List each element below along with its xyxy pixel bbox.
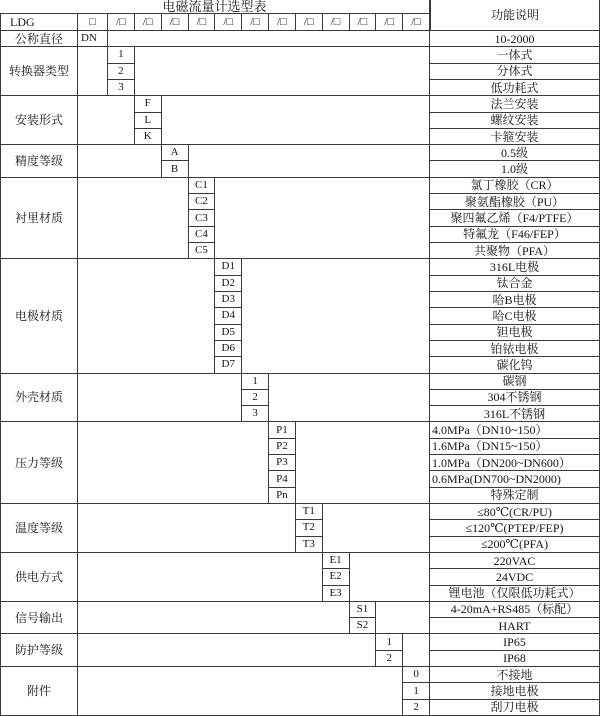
option-desc: 氯丁橡胶（CR） bbox=[430, 178, 600, 194]
spacer-cell bbox=[78, 422, 269, 504]
option-desc: 特氟龙（F46/FEP） bbox=[430, 227, 600, 243]
spacer-cell bbox=[78, 96, 135, 145]
option-desc: 304不锈钢 bbox=[430, 390, 600, 406]
spacer-cell bbox=[78, 602, 350, 635]
option-code: K bbox=[135, 129, 162, 145]
option-code: D7 bbox=[215, 357, 242, 373]
dn-label: 公称直径 bbox=[0, 31, 78, 47]
option-desc: ≤120℃(PTEP/FEP) bbox=[430, 520, 600, 536]
option-desc: 卡箍安装 bbox=[430, 129, 600, 145]
option-desc: 316L电极 bbox=[430, 259, 600, 275]
category-label: 信号输出 bbox=[0, 602, 78, 635]
option-code: 2 bbox=[108, 64, 135, 80]
option-code: 1 bbox=[108, 47, 135, 63]
spacer-cell bbox=[135, 47, 430, 96]
option-desc: 接地电极 bbox=[430, 683, 600, 699]
option-code: D3 bbox=[215, 292, 242, 308]
model-slash-box: /□ bbox=[296, 14, 323, 31]
option-code: 1 bbox=[403, 683, 430, 699]
option-desc: 哈B电极 bbox=[430, 292, 600, 308]
option-desc: 螺纹安装 bbox=[430, 113, 600, 129]
option-code: T2 bbox=[296, 520, 323, 536]
model-slash-box: /□ bbox=[135, 14, 162, 31]
spacer-cell bbox=[108, 31, 430, 47]
option-code: L bbox=[135, 113, 162, 129]
model-slash-box: /□ bbox=[350, 14, 377, 31]
spacer-cell bbox=[78, 504, 296, 553]
option-code: B bbox=[162, 161, 189, 177]
option-desc: 哈C电极 bbox=[430, 308, 600, 324]
option-desc: 4-20mA+RS485（标配） bbox=[430, 602, 600, 618]
option-code: A bbox=[162, 145, 189, 161]
spacer-cell bbox=[78, 374, 242, 423]
option-desc: 钛合金 bbox=[430, 276, 600, 292]
model-code-box: □ bbox=[78, 14, 108, 31]
spacer-cell bbox=[162, 96, 430, 145]
option-desc: 分体式 bbox=[430, 64, 600, 80]
option-code: T1 bbox=[296, 504, 323, 520]
option-desc: 1.0级 bbox=[430, 161, 600, 177]
option-code: F bbox=[135, 96, 162, 112]
spacer-cell bbox=[78, 553, 323, 602]
spacer-cell bbox=[78, 634, 376, 667]
table-title: 电磁流量计选型表 bbox=[0, 0, 430, 14]
spacer-cell bbox=[269, 374, 430, 423]
option-code: P4 bbox=[269, 471, 296, 487]
option-code: 2 bbox=[403, 700, 430, 716]
option-code: 2 bbox=[242, 390, 269, 406]
model-slash-box: /□ bbox=[376, 14, 403, 31]
option-code: 0 bbox=[403, 667, 430, 683]
option-code: D4 bbox=[215, 308, 242, 324]
category-label: 防护等级 bbox=[0, 634, 78, 667]
option-code: P3 bbox=[269, 455, 296, 471]
spacer-cell bbox=[78, 259, 215, 373]
category-label: 温度等级 bbox=[0, 504, 78, 553]
option-desc: 0.5级 bbox=[430, 145, 600, 161]
spacer-cell bbox=[376, 602, 430, 635]
option-code: C4 bbox=[189, 227, 216, 243]
model-slash-box: /□ bbox=[269, 14, 296, 31]
option-desc: 不接地 bbox=[430, 667, 600, 683]
option-desc: 铂铱电极 bbox=[430, 341, 600, 357]
option-desc: IP68 bbox=[430, 651, 600, 667]
category-label: 安装形式 bbox=[0, 96, 78, 145]
option-desc: 碳钢 bbox=[430, 374, 600, 390]
option-desc: 低功耗式 bbox=[430, 80, 600, 96]
spacer-cell bbox=[350, 553, 431, 602]
spacer-cell bbox=[215, 178, 430, 260]
option-desc: ≤200℃(PFA) bbox=[430, 537, 600, 553]
option-code: C2 bbox=[189, 194, 216, 210]
option-code: E1 bbox=[323, 553, 350, 569]
option-desc: 聚四氟乙烯（F4/PTFE） bbox=[430, 210, 600, 226]
model-slash-box: /□ bbox=[162, 14, 189, 31]
option-code: D5 bbox=[215, 325, 242, 341]
option-code: D2 bbox=[215, 276, 242, 292]
option-code: 1 bbox=[242, 374, 269, 390]
model-slash-box: /□ bbox=[108, 14, 135, 31]
option-code: E2 bbox=[323, 569, 350, 585]
spacer-cell bbox=[78, 667, 403, 716]
category-label: 精度等级 bbox=[0, 145, 78, 178]
option-desc: 1.0MPa（DN200~DN600） bbox=[430, 455, 600, 471]
option-code: D1 bbox=[215, 259, 242, 275]
option-code: C1 bbox=[189, 178, 216, 194]
option-code: E3 bbox=[323, 586, 350, 602]
option-desc: 刮刀电极 bbox=[430, 700, 600, 716]
option-code: 3 bbox=[108, 80, 135, 96]
option-desc: 4.0MPa（DN10~150） bbox=[430, 422, 600, 438]
spacer-cell bbox=[78, 178, 189, 260]
category-label: 电极材质 bbox=[0, 259, 78, 373]
option-desc: HART bbox=[430, 618, 600, 634]
option-code: Pn bbox=[269, 488, 296, 504]
category-label: 转换器类型 bbox=[0, 47, 78, 96]
option-code: P2 bbox=[269, 439, 296, 455]
option-code: 2 bbox=[376, 651, 403, 667]
function-column-header: 功能说明 bbox=[430, 0, 600, 31]
option-desc: ≤80℃(CR/PU) bbox=[430, 504, 600, 520]
option-desc: 法兰安装 bbox=[430, 96, 600, 112]
option-desc: 钽电极 bbox=[430, 325, 600, 341]
option-desc: 316L不锈钢 bbox=[430, 406, 600, 422]
spacer-cell bbox=[296, 422, 430, 504]
category-label: 外壳材质 bbox=[0, 374, 78, 423]
option-code: C3 bbox=[189, 210, 216, 226]
option-code: P1 bbox=[269, 422, 296, 438]
option-code: C5 bbox=[189, 243, 216, 259]
option-desc: 一体式 bbox=[430, 47, 600, 63]
option-code: S2 bbox=[350, 618, 377, 634]
category-label: 衬里材质 bbox=[0, 178, 78, 260]
option-desc: 220VAC bbox=[430, 553, 600, 569]
spacer-cell bbox=[78, 145, 162, 178]
dn-code: DN bbox=[78, 31, 108, 47]
model-slash-box: /□ bbox=[403, 14, 430, 31]
option-desc: 0.6MPa(DN700~DN2000) bbox=[430, 471, 600, 487]
model-slash-box: /□ bbox=[215, 14, 242, 31]
spacer-cell bbox=[403, 634, 430, 667]
option-desc: 聚氨酯橡胶（PU） bbox=[430, 194, 600, 210]
option-desc: 碳化钨 bbox=[430, 357, 600, 373]
option-code: 3 bbox=[242, 406, 269, 422]
model-slash-box: /□ bbox=[189, 14, 216, 31]
category-label: 压力等级 bbox=[0, 422, 78, 504]
spacer-cell bbox=[78, 47, 108, 96]
option-desc: 特殊定制 bbox=[430, 488, 600, 504]
spacer-cell bbox=[242, 259, 430, 373]
option-code: D6 bbox=[215, 341, 242, 357]
option-code: S1 bbox=[350, 602, 377, 618]
option-desc: 锂电池（仅限低功耗式） bbox=[430, 586, 600, 602]
category-label: 供电方式 bbox=[0, 553, 78, 602]
option-code: 1 bbox=[376, 634, 403, 650]
category-label: 附件 bbox=[0, 667, 78, 716]
option-desc: 1.6MPa（DN15~150） bbox=[430, 439, 600, 455]
model-slash-box: /□ bbox=[323, 14, 350, 31]
option-desc: 24VDC bbox=[430, 569, 600, 585]
spacer-cell bbox=[189, 145, 431, 178]
dn-value: 10-2000 bbox=[430, 31, 600, 47]
spacer-cell bbox=[323, 504, 430, 553]
option-desc: 共聚物（PFA） bbox=[430, 243, 600, 259]
model-prefix-label: LDG bbox=[0, 14, 78, 31]
option-code: T3 bbox=[296, 537, 323, 553]
option-desc: IP65 bbox=[430, 634, 600, 650]
model-slash-box: /□ bbox=[242, 14, 269, 31]
